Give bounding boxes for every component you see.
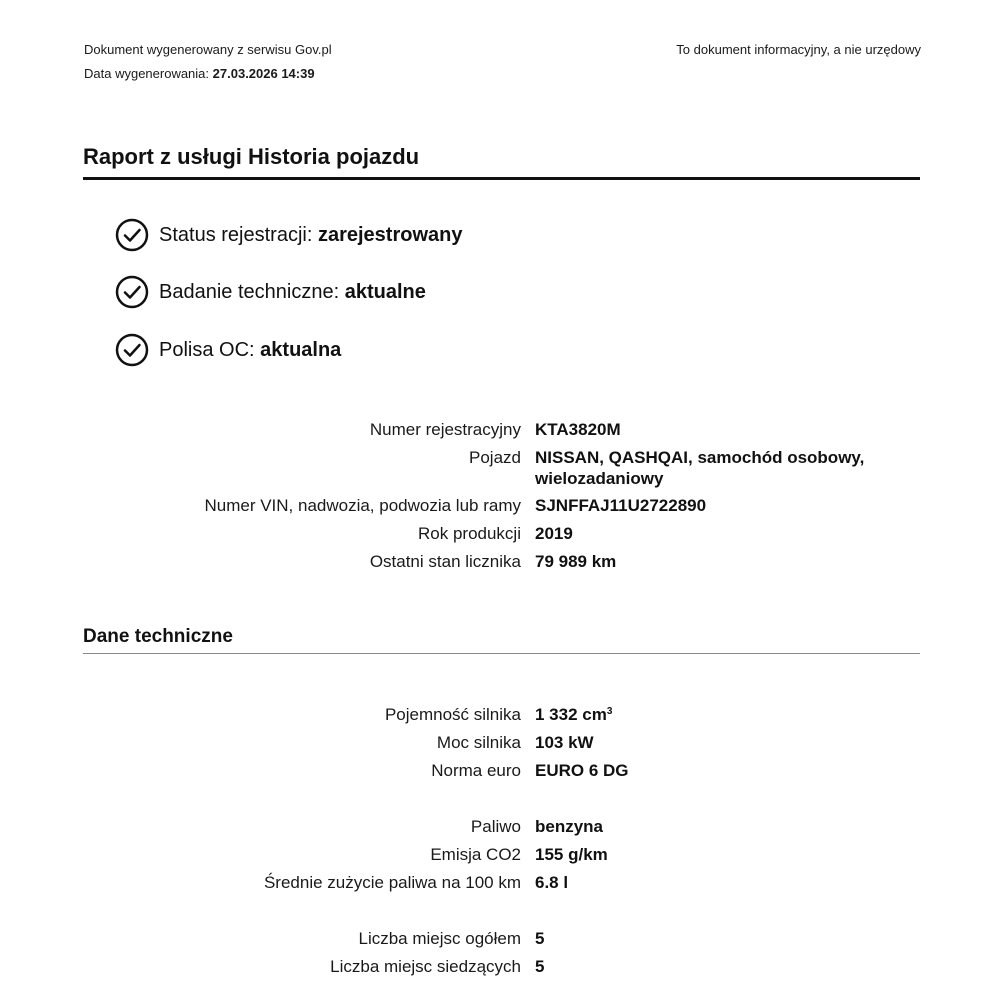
label-vin: Numer VIN, nadwozia, podwozia lub ramy — [204, 496, 521, 515]
page-title: Raport z usługi Historia pojazdu — [83, 144, 420, 169]
value-fuel-consumption: 6.8 l — [535, 873, 569, 892]
label-engine-power: Moc silnika — [436, 733, 521, 752]
header-date-label: Data wygenerowania: — [84, 66, 210, 81]
label-vehicle: Pojazd — [469, 448, 521, 467]
status-registration-label: Status rejestracji: — [159, 223, 313, 246]
check-circle-icon — [115, 218, 149, 252]
value-odometer: 79 989 km — [535, 552, 617, 571]
value-euro-norm: EURO 6 DG — [535, 761, 629, 780]
header-date-value: 27.03.2026 14:39 — [212, 66, 315, 81]
label-production-year: Rok produkcji — [418, 524, 521, 543]
header-date — [84, 66, 315, 81]
value-seats-total: 5 — [535, 929, 545, 948]
value-engine-capacity-number: 1 332 cm — [535, 705, 607, 724]
title-divider — [83, 177, 920, 180]
value-co2: 155 g/km — [535, 845, 608, 864]
value-vehicle: NISSAN, QASHQAI, samochód osobowy, wielozadaniowy — [535, 448, 865, 488]
status-insurance-label: Polisa OC: — [159, 338, 255, 361]
label-odometer: Ostatni stan licznika — [369, 552, 521, 571]
value-fuel: benzyna — [535, 817, 604, 836]
value-vin: SJNFFAJ11U2722890 — [535, 496, 707, 515]
status-insurance — [115, 332, 341, 368]
value-engine-power: 103 kW — [535, 733, 594, 752]
value-registration-number: KTA3820M — [535, 420, 621, 439]
label-seats-total: Liczba miejsc ogółem — [358, 929, 521, 948]
status-insurance-value: aktualna — [260, 338, 342, 361]
section-divider — [83, 653, 920, 654]
label-engine-capacity: Pojemność silnika — [384, 705, 521, 724]
header-disclaimer: To dokument informacyjny, a nie urzędowy — [676, 42, 921, 57]
value-engine-capacity-sup: 3 — [606, 706, 613, 717]
label-co2: Emisja CO2 — [430, 845, 521, 864]
label-seats-sitting: Liczba miejsc siedzących — [330, 957, 521, 976]
status-inspection-label: Badanie techniczne: — [159, 280, 340, 303]
label-registration-number: Numer rejestracyjny — [369, 420, 521, 439]
label-fuel: Paliwo — [470, 817, 521, 836]
status-registration-value: zarejestrowany — [317, 223, 463, 246]
check-circle-icon — [115, 275, 149, 309]
section-title-technical: Dane techniczne — [83, 626, 233, 647]
value-seats-sitting: 5 — [535, 957, 545, 976]
label-euro-norm: Norma euro — [431, 761, 521, 780]
header-source: Dokument wygenerowany z serwisu Gov.pl — [84, 42, 332, 57]
value-production-year: 2019 — [535, 524, 573, 543]
check-circle-icon — [115, 333, 149, 367]
status-inspection — [115, 274, 426, 310]
status-registration — [115, 217, 462, 253]
value-engine-capacity — [535, 704, 895, 725]
label-fuel-consumption: Średnie zużycie paliwa na 100 km — [263, 873, 521, 892]
status-inspection-value: aktualne — [344, 280, 426, 303]
